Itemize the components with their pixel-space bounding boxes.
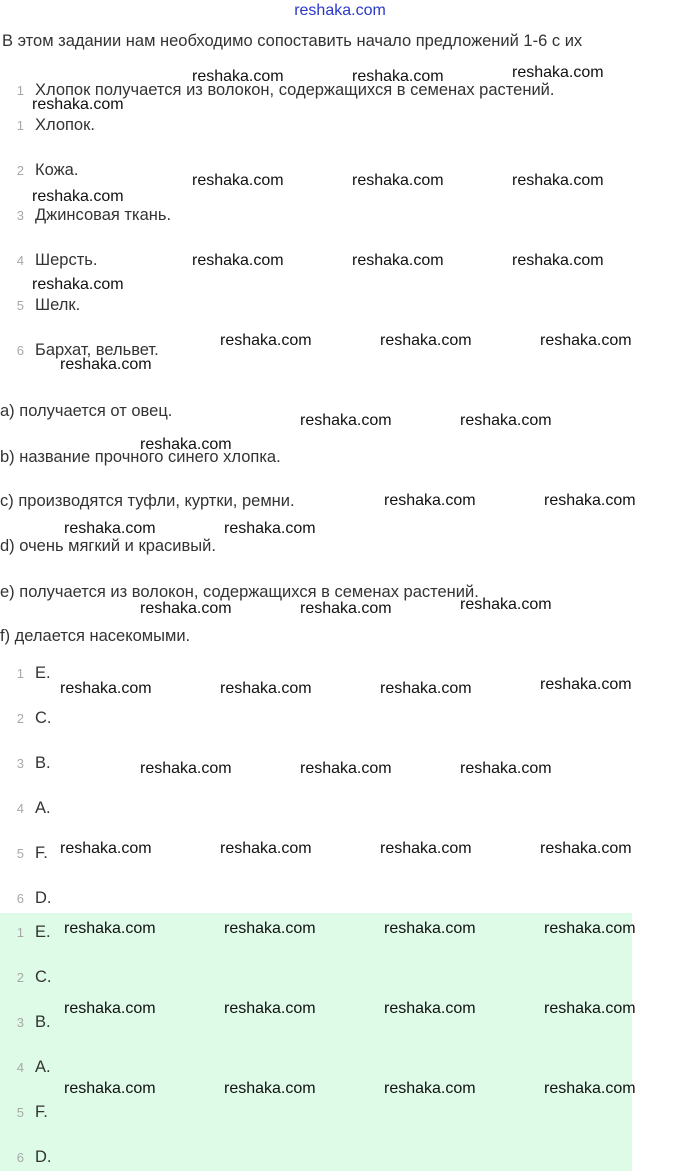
watermark: reshaka.com xyxy=(224,920,316,937)
correct-answer-letter: B. xyxy=(35,1012,51,1031)
correct-answers-highlight xyxy=(0,913,632,1171)
beginning-text: Шелк. xyxy=(35,295,81,314)
watermark: reshaka.com xyxy=(540,840,632,857)
item-number: 5 xyxy=(16,297,24,313)
item-number: 1 xyxy=(16,117,24,133)
answer-letter: A. xyxy=(35,798,51,817)
watermark: reshaka.com xyxy=(300,600,392,617)
beginning-row xyxy=(0,293,80,317)
beginning-row xyxy=(0,248,97,272)
beginning-text: Бархат, вельвет. xyxy=(35,340,159,359)
watermark: reshaka.com xyxy=(380,680,472,697)
watermark: reshaka.com xyxy=(224,520,316,537)
watermark: reshaka.com xyxy=(224,1080,316,1097)
item-number: 1 xyxy=(16,924,24,940)
watermark: reshaka.com xyxy=(32,276,124,293)
watermark: reshaka.com xyxy=(352,68,444,85)
item-number: 2 xyxy=(16,162,24,178)
correct-answer-letter: C. xyxy=(35,967,52,986)
watermark: reshaka.com xyxy=(512,252,604,269)
item-number: 6 xyxy=(16,342,24,358)
site-link[interactable]: reshaka.com xyxy=(294,2,386,19)
watermark: reshaka.com xyxy=(140,436,232,453)
correct-answer-row xyxy=(0,965,52,989)
watermark: reshaka.com xyxy=(384,920,476,937)
item-number: 6 xyxy=(16,1149,24,1165)
watermark: reshaka.com xyxy=(224,1000,316,1017)
beginning-row xyxy=(0,203,171,227)
watermark: reshaka.com xyxy=(384,1080,476,1097)
answer-row xyxy=(0,661,51,685)
correct-answer-row xyxy=(0,920,51,944)
answer-row xyxy=(0,751,51,775)
beginning-text: Хлопок. xyxy=(35,115,95,134)
answer-letter: C. xyxy=(35,708,52,727)
item-number: 2 xyxy=(16,710,24,726)
item-number: 1 xyxy=(16,82,24,98)
watermark: reshaka.com xyxy=(384,492,476,509)
watermark: reshaka.com xyxy=(192,68,284,85)
watermark: reshaka.com xyxy=(512,64,604,81)
ending-option: e) получается из волокон, содержащихся в семенах растений. xyxy=(0,583,479,601)
watermark: reshaka.com xyxy=(192,252,284,269)
correct-answer-row xyxy=(0,1055,51,1079)
watermark: reshaka.com xyxy=(544,920,636,937)
watermark: reshaka.com xyxy=(140,600,232,617)
ending-option: f) делается насекомыми. xyxy=(0,627,191,645)
item-number: 3 xyxy=(16,755,24,771)
watermark: reshaka.com xyxy=(540,676,632,693)
answer-row xyxy=(0,706,52,730)
beginning-text: Кожа. xyxy=(35,160,79,179)
ending-option: d) очень мягкий и красивый. xyxy=(0,537,216,555)
watermark: reshaka.com xyxy=(300,412,392,429)
item-number: 3 xyxy=(16,207,24,223)
answer-letter: E. xyxy=(35,663,51,682)
item-number: 4 xyxy=(16,800,24,816)
correct-answer-letter: A. xyxy=(35,1057,51,1076)
beginning-text: Шерсть. xyxy=(35,250,98,269)
answer-letter: F. xyxy=(35,843,48,862)
example-text: Хлопок получается из волокон, содержащихся в семенах растений. xyxy=(35,80,555,99)
correct-answer-row xyxy=(0,1145,52,1169)
item-number: 4 xyxy=(16,252,24,268)
ending-option: c) производятся туфли, куртки, ремни. xyxy=(0,492,295,510)
watermark: reshaka.com xyxy=(352,172,444,189)
beginning-row xyxy=(0,113,95,137)
answer-row xyxy=(0,886,52,910)
watermark: reshaka.com xyxy=(384,1000,476,1017)
beginning-row xyxy=(0,158,78,182)
correct-answer-letter: F. xyxy=(35,1102,48,1121)
watermark: reshaka.com xyxy=(544,492,636,509)
watermark: reshaka.com xyxy=(60,356,152,373)
watermark: reshaka.com xyxy=(32,96,124,113)
watermark: reshaka.com xyxy=(220,840,312,857)
answer-row xyxy=(0,796,51,820)
watermark: reshaka.com xyxy=(60,840,152,857)
item-number: 6 xyxy=(16,890,24,906)
watermark: reshaka.com xyxy=(460,412,552,429)
watermark: reshaka.com xyxy=(544,1000,636,1017)
watermark: reshaka.com xyxy=(32,188,124,205)
watermark: reshaka.com xyxy=(64,1000,156,1017)
task-intro: В этом задании нам необходимо сопоставить начало предложений 1-6 с их xyxy=(2,32,583,50)
watermark: reshaka.com xyxy=(220,680,312,697)
ending-option: b) название прочного синего хлопка. xyxy=(0,448,281,466)
watermark: reshaka.com xyxy=(460,596,552,613)
watermark: reshaka.com xyxy=(220,332,312,349)
correct-answer-letter: D. xyxy=(35,1147,52,1166)
watermark: reshaka.com xyxy=(300,760,392,777)
correct-answer-row xyxy=(0,1100,48,1124)
watermark: reshaka.com xyxy=(140,760,232,777)
item-number: 5 xyxy=(16,845,24,861)
watermark: reshaka.com xyxy=(60,680,152,697)
correct-answer-letter: E. xyxy=(35,922,51,941)
watermark: reshaka.com xyxy=(64,520,156,537)
item-number: 2 xyxy=(16,969,24,985)
watermark: reshaka.com xyxy=(512,172,604,189)
correct-answer-row xyxy=(0,1010,51,1034)
item-number: 5 xyxy=(16,1104,24,1120)
answer-row xyxy=(0,841,48,865)
watermark: reshaka.com xyxy=(192,172,284,189)
beginning-text: Джинсовая ткань. xyxy=(35,205,172,224)
watermark: reshaka.com xyxy=(380,840,472,857)
item-number: 4 xyxy=(16,1059,24,1075)
answer-letter: D. xyxy=(35,888,52,907)
watermark: reshaka.com xyxy=(380,332,472,349)
answer-letter: B. xyxy=(35,753,51,772)
watermark: reshaka.com xyxy=(544,1080,636,1097)
watermark: reshaka.com xyxy=(460,760,552,777)
watermark: reshaka.com xyxy=(64,1080,156,1097)
watermark: reshaka.com xyxy=(352,252,444,269)
ending-option: a) получается от овец. xyxy=(0,402,173,420)
watermark: reshaka.com xyxy=(540,332,632,349)
watermark: reshaka.com xyxy=(64,920,156,937)
item-number: 1 xyxy=(16,665,24,681)
item-number: 3 xyxy=(16,1014,24,1030)
